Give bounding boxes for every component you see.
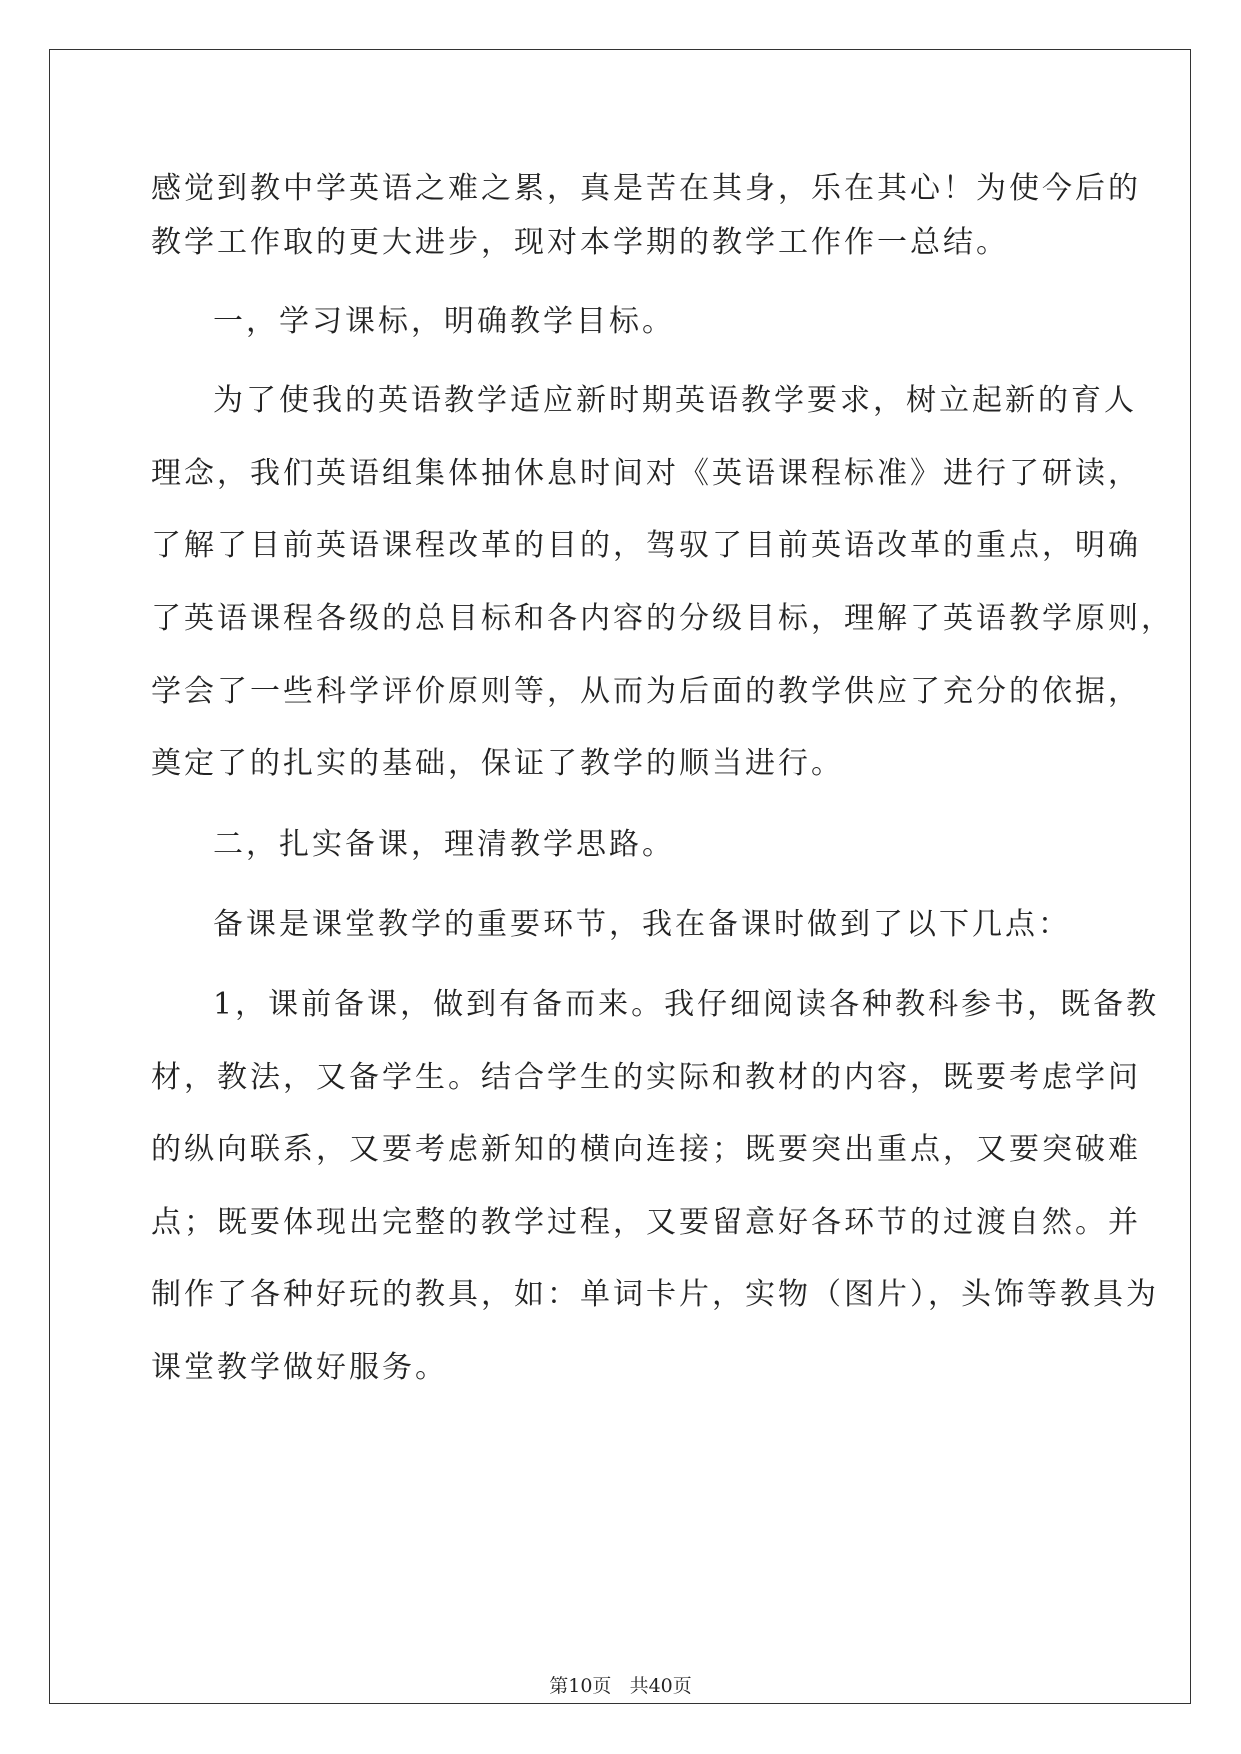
body-text-line: 点；既要体现出完整的教学过程，又要留意好各环节的过渡自然。并	[151, 1205, 1141, 1240]
body-text-line: 制作了各种好玩的教具，如：单词卡片，实物（图片），头饰等教具为	[151, 1277, 1159, 1312]
body-text-line: 为了使我的英语教学适应新时期英语教学要求，树立起新的育人	[213, 383, 1137, 418]
body-text-line: 理念，我们英语组集体抽休息时间对《英语课程标准》进行了研读，	[151, 456, 1141, 491]
current-page-label: 第10页	[549, 1675, 612, 1697]
body-text-line: 奠定了的扎实的基础，保证了教学的顺当进行。	[151, 746, 844, 781]
page-border	[49, 49, 1191, 1704]
body-text-line: 备课是课堂教学的重要环节，我在备课时做到了以下几点：	[213, 907, 1071, 942]
body-text-line: 材，教法，又备学生。结合学生的实际和教材的内容，既要考虑学问	[151, 1060, 1141, 1095]
section-heading: 二，扎实备课，理清教学思路。	[213, 827, 675, 862]
body-text-line: 1，课前备课，做到有备而来。我仔细阅读各种教科参书，既备教	[213, 987, 1160, 1022]
page-footer	[0, 1674, 1241, 1698]
body-text-line: 教学工作取的更大进步，现对本学期的教学工作作一总结。	[151, 225, 1009, 260]
body-text-line: 课堂教学做好服务。	[151, 1350, 448, 1385]
section-heading: 一，学习课标，明确教学目标。	[213, 304, 675, 339]
body-text-line: 了英语课程各级的总目标和各内容的分级目标，理解了英语教学原则，	[151, 601, 1174, 636]
body-text-line: 了解了目前英语课程改革的目的，驾驭了目前英语改革的重点，明确	[151, 528, 1141, 563]
body-text-line: 学会了一些科学评价原则等，从而为后面的教学供应了充分的依据，	[151, 674, 1141, 709]
body-text-line: 感觉到教中学英语之难之累，真是苦在其身，乐在其心！为使今后的	[151, 171, 1141, 206]
footer-separator	[611, 1675, 629, 1697]
total-pages-label: 共40页	[629, 1675, 692, 1697]
body-text-line: 的纵向联系，又要考虑新知的横向连接；既要突出重点，又要突破难	[151, 1132, 1141, 1167]
